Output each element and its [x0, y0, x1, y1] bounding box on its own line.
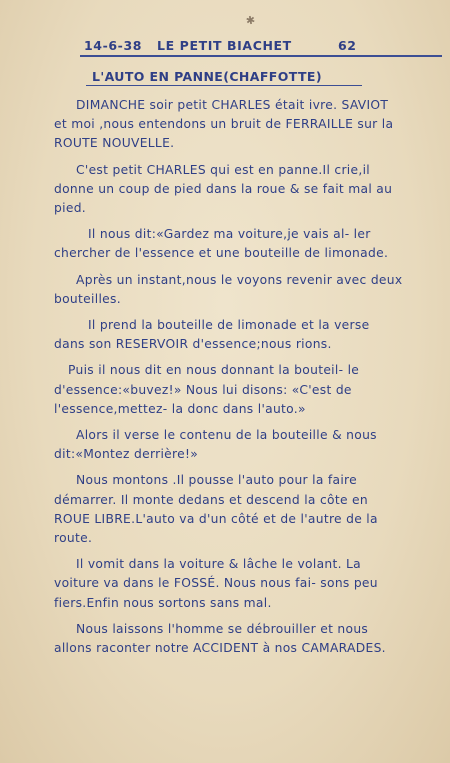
journal-name: LE PETIT BIACHET	[157, 38, 292, 53]
paragraph: Il nous dit:«Gardez ma voiture,je vais al- ler chercher de l'essence et une bouteille de limonade.	[54, 227, 389, 261]
paragraph: Nous montons .Il pousse l'auto pour la faire démarrer. Il monte dedans et descend la côte en ROUE LIBRE.L'auto va d'un côté et de l'autre de la route.	[54, 473, 378, 546]
paragraph: Alors il verse le contenu de la bouteille & nous dit:«Montez derrière!»	[54, 428, 377, 462]
ink-mark-icon: ✱	[244, 13, 257, 28]
page-number: 62	[338, 38, 357, 53]
paragraph: Puis il nous dit en nous donnant la bouteil- le d'essence:«buvez!» Nous lui disons: «C'est de l'essence,mettez- la donc dans l'auto.»	[54, 363, 360, 416]
header-rule	[80, 55, 442, 57]
title-underline	[86, 85, 362, 86]
article-title: L'AUTO EN PANNE(CHAFFOTTE)	[92, 69, 322, 84]
paragraph: Nous laissons l'homme se débrouiller et nous allons raconter notre ACCIDENT à nos CAMARADES.	[54, 621, 386, 656]
issue-date: 14-6-38	[84, 38, 143, 53]
paragraph: Il vomit dans la voiture & lâche le volant. La voiture va dans le FOSSÉ. Nous nous fai- sons peu fiers.Enfin nous sortons sans mal.	[54, 557, 378, 610]
page-header	[84, 38, 384, 53]
paragraph: Après un instant,nous le voyons revenir avec deux bouteilles.	[54, 272, 403, 306]
paragraph: DIMANCHE soir petit CHARLES était ivre. SAVIOT et moi ,nous entendons un bruit de FERRAILLE sur la ROUTE NOUVELLE.	[54, 98, 394, 151]
paragraph: C'est petit CHARLES qui est en panne.Il crie,il donne un coup de pied dans la roue & se fait mal au pied.	[54, 162, 393, 216]
article-body	[54, 96, 404, 665]
paragraph: Il prend la bouteille de limonade et la verse dans son RESERVOIR d'essence;nous rions.	[54, 318, 370, 352]
